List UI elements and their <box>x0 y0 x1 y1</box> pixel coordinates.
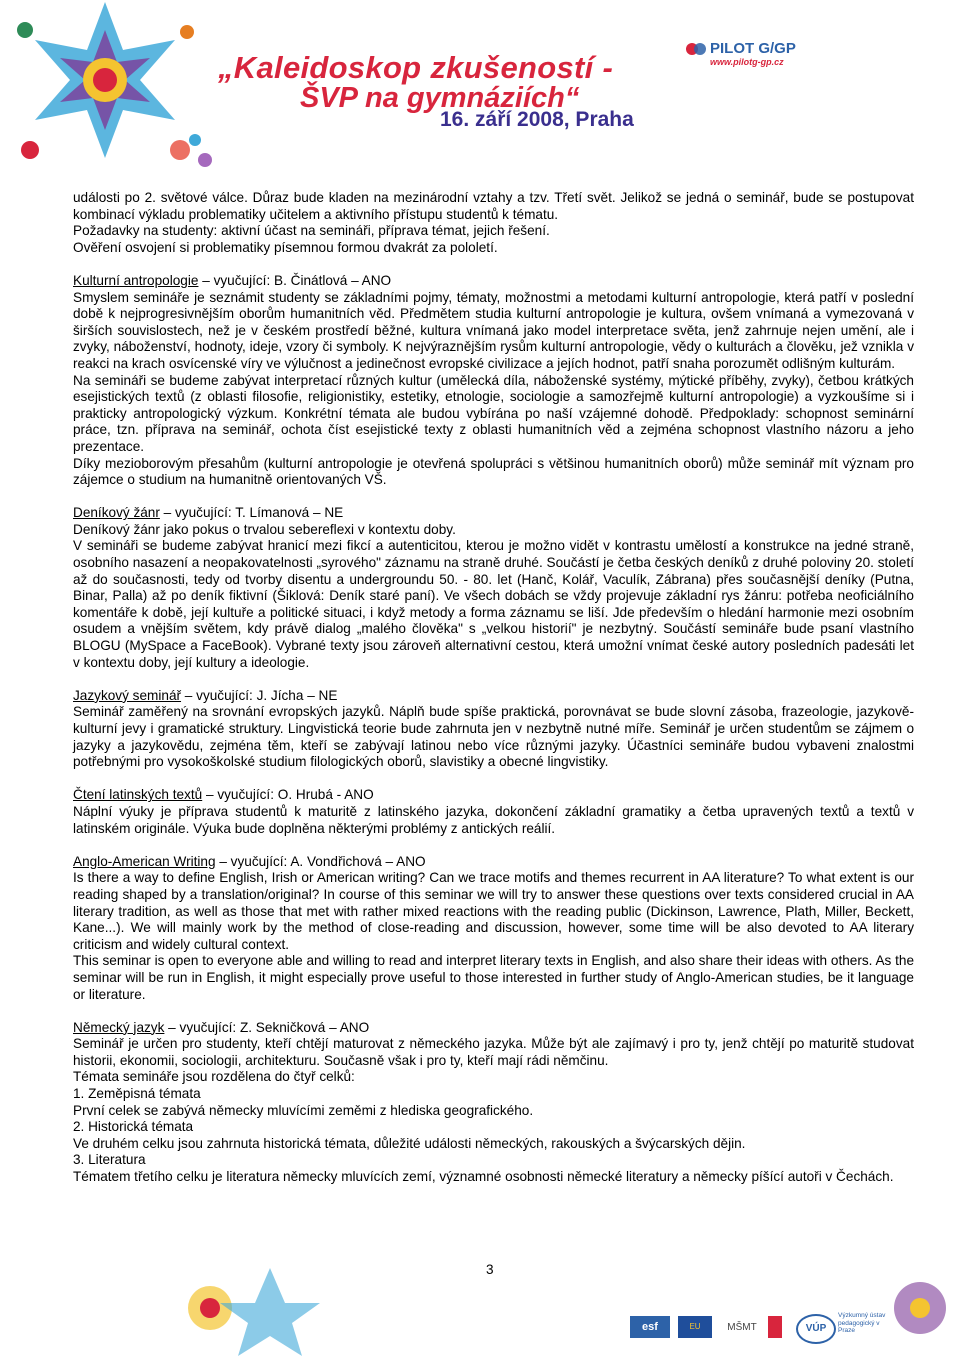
footer-right-decoration-icon <box>880 1268 960 1348</box>
pilot-logo-icon <box>686 40 706 58</box>
partner-name: PILOT G/GP <box>710 40 796 57</box>
vup-logo: VÚP <box>796 1314 836 1344</box>
section-heading <box>73 505 914 522</box>
page-number: 3 <box>486 1262 494 1277</box>
section-paragraph: 2. Historická témata <box>73 1119 194 1135</box>
intro-paragraph: události po 2. světové válce. Důraz bude kladen na mezinárodní vztahy a tzv. Třetí svět. Jelikož se jedná o seminář, bude se postupovat kombinací výkladu problematiky učitelem a aktivního přístupu studentů k tématu. <box>73 190 914 222</box>
section-paragraph: V semináři se budeme zabývat hranicí mezi fikcí a autenticitou, kterou je možno vidět v kontrastu umělostí a konstrukce na jedné straně, osobního nasazení a neopakovatelnosti „syrového" záznamu na straně druhé. Součástí je četba českých deníků z druhé poloviny 20. století až do současnosti, tedy od tvorby disentu a undergroundu 50. - 80. let (Hanč, Kolář, Vaculík, Zábrana) přes současnější deníky (Putna, Binar, Palla) až po deník fiktivní (Šiklová: Deník staré paní). Ve všech dobách se vždy projevuje základní rys žánru: potřeba neoficiálního komentáře k době, její kultuře a politické situaci, i když metody a forma záznamu se liší. Jde především o hledání harmonie mezi osobním osudem a vnějším světem, kdy právě dialog „malého člověka" s „velkou historií" je nezbytný. Součástí semináře bude psaní vlastního BLOGU (MySpace a FaceBook). Vybrané texty jsou zároveň alternativní cestou, která umožní vnímat české autory posledních padesáti let v kontextu doby, její kultury a ideologie. <box>73 538 914 670</box>
section-meta: – vyučující: Z. Sekničková – ANO <box>164 1019 370 1035</box>
msmt-red-logo <box>768 1316 782 1338</box>
event-title-line2: ŠVP na gymnáziích“ <box>300 82 580 114</box>
intro-paragraph: Požadavky na studenty: aktivní účast na semináři, příprava témat, jejich řešení. <box>73 223 550 239</box>
section-heading <box>73 1020 914 1037</box>
section-name: Kulturní antropologie <box>73 272 199 288</box>
vup-caption: Výzkumný ústav pedagogický v Praze <box>838 1312 886 1334</box>
section-name: Deníkový žánr <box>73 505 160 521</box>
section-paragraph: První celek se zabývá německy mluvícími zeměmi z hlediska geografického. <box>73 1102 534 1118</box>
section-meta: – vyučující: B. Činátlová – ANO <box>198 272 392 288</box>
section-paragraph: Seminář zaměřený na srovnání evropských jazyků. Náplň bude spíše praktická, porovnávat se bude slovní zásoba, frazeologie, jazykově-kulturní jevy i gramatické struktury. Lingvistická teorie bude zahrnuta jen v nezbytně nutné míře. Seminář je určen studentům se zájmem o jazyky a jazykovědu, zejména těm, kteří se zabývají latinou nebo více různými jazyky. Účastníci semináře budou vybaveni znalostmi potřebnými pro vysokoškolské studium filologických oborů, slavistiky a obecné lingvistiky. <box>73 704 914 770</box>
section-meta: – vyučující: A. Vondřichová – ANO <box>215 853 426 869</box>
eu-flag-logo: EU <box>678 1316 712 1338</box>
section-paragraph: 1. Zeměpisná témata <box>73 1086 201 1102</box>
section-name: Německý jazyk <box>73 1019 165 1035</box>
section-meta: – vyučující: J. Jícha – NE <box>181 687 338 703</box>
section-meta: – vyučující: T. Límanová – NE <box>159 505 344 521</box>
event-date: 16. září 2008, Praha <box>440 108 634 131</box>
section-heading <box>73 787 914 804</box>
section-paragraph: Smyslem semináře je seznámit studenty se základními pojmy, tématy, možnostmi a metodami kulturní antropologie, která patří v poslední době k nejprogresivnějším oborům humanitních věd. Předmětem studia kulturní antropologie je kultura, ovšem vnímaná a vymezovaná v širších souvislostech, než je v českém prostředí běžné, kultura vnímaná jako model interpretace světa, jenž zahrnuje nejen umění, ale i zvyky, náboženství, hodnoty, ideje, vzory či symboly. K nejvýraznějším rysům kulturní antropologie, vědy o kulturách a člověku, jež vznikla v reakci na krach osvícenské víry ve výlučnost a jedinečnost evropské civilizace a jejích hodnot, patří snaha porozumět odlišným kulturám. <box>73 289 914 371</box>
footer-logos <box>630 1308 890 1348</box>
footer-decoration-icon <box>170 1248 370 1358</box>
section-paragraph: Is there a way to define English, Irish or American writing? Can we trace motifs and themes recurrent in AA literature? To what extent is our reading shaped by a translation/original? In course of this seminar we will try to answer these questions over texts considered crucial in AA literary tradition, as well as those that met with rather mixed reactions with the reading public (Dickinson, Lawrence, Plath, Miller, Beckett, Kane...). We will mainly work by the method of close-reading and discussion, however, some time will be also devoted to AA literary criticism and widely cultural context. <box>73 870 914 952</box>
section-paragraph: Na semináři se budeme zabývat interpretací různých kultur (umělecká díla, náboženské systémy, mýtické příběhy, zvyky), četbou krátkých esejistických textů (z oblasti filosofie, religionistiky, estetiky, etnologie, sociologie a samozřejmě kulturní antropologie) a vyzkoušíme si i prakticky antropologický výzkum. Konkrétní témata ale budou vybírána po naší vzájemné dohodě. Předpoklady: schopnost seminární práce, tzn. příprava na seminář, ochota číst esejistické texty z oblasti humanitních věd a zejména schopnost vlastního názoru a jeho prezentace. <box>73 372 914 454</box>
section-heading <box>73 688 914 705</box>
section-paragraph: Tématem třetího celku je literatura německy mluvících zemí, významné osobnosti německé literatury a německy píšící autoři v Čechách. <box>73 1169 894 1185</box>
section-paragraph: Seminář je určen pro studenty, kteří chtějí maturovat z německého jazyka. Může být ale zajímavý i pro ty, jenž chtějí po maturitě studovat historii, ekonomii, sociologii, architekturu. Současně však i pro ty, kteří mají rádi němčinu. <box>73 1036 914 1068</box>
msmt-logo: MŠMT <box>727 1322 757 1333</box>
section-heading <box>73 273 914 290</box>
event-title-line1: „Kaleidoskop zkušeností - <box>218 50 614 85</box>
section-meta: – vyučující: O. Hrubá - ANO <box>202 787 374 803</box>
section-paragraph: Témata semináře jsou rozdělena do čtyř celků: <box>73 1069 355 1085</box>
esf-logo: esf <box>630 1316 670 1338</box>
section-name: Čtení latinských textů <box>73 787 203 803</box>
intro-paragraph: Ověření osvojení si problematiky písemnou formou dvakrát za pololetí. <box>73 239 498 255</box>
section-paragraph: Deníkový žánr jako pokus o trvalou sebereflexi v kontextu doby. <box>73 521 456 537</box>
partner-url[interactable]: www.pilotg-gp.cz <box>710 57 784 67</box>
section-name: Anglo-American Writing <box>73 853 216 869</box>
section-heading <box>73 854 914 871</box>
kaleidoscope-decoration-icon <box>0 0 220 185</box>
section-paragraph: Díky mezioborovým přesahům (kulturní antropologie je otevřená spolupráci s většinou humanitních oborů) může seminář mít význam pro zájemce o studium na humanitně orientovaných VŠ. <box>73 455 914 488</box>
section-paragraph: 3. Literatura <box>73 1152 146 1168</box>
section-name: Jazykový seminář <box>73 687 182 703</box>
section-paragraph: Ve druhém celku jsou zahrnuta historická témata, důležité události německých, rakouských a švýcarských dějin. <box>73 1135 746 1151</box>
document-body <box>73 190 914 1186</box>
section-paragraph: Náplní výuky je příprava studentů k maturitě z latinského jazyka, dokončení základní gramatiky a četba upravených textů a textů v latinském originále. Výuka bude doplněna některými problémy z antických reálií. <box>73 803 914 836</box>
section-paragraph: This seminar is open to everyone able and willing to read and interpret literary texts in English, and also share their ideas with others. As the seminar will be run in English, it might especially prove useful to those interested in further study of Anglo-American studies, be it language or literature. <box>73 953 915 1002</box>
page-header <box>0 0 960 185</box>
